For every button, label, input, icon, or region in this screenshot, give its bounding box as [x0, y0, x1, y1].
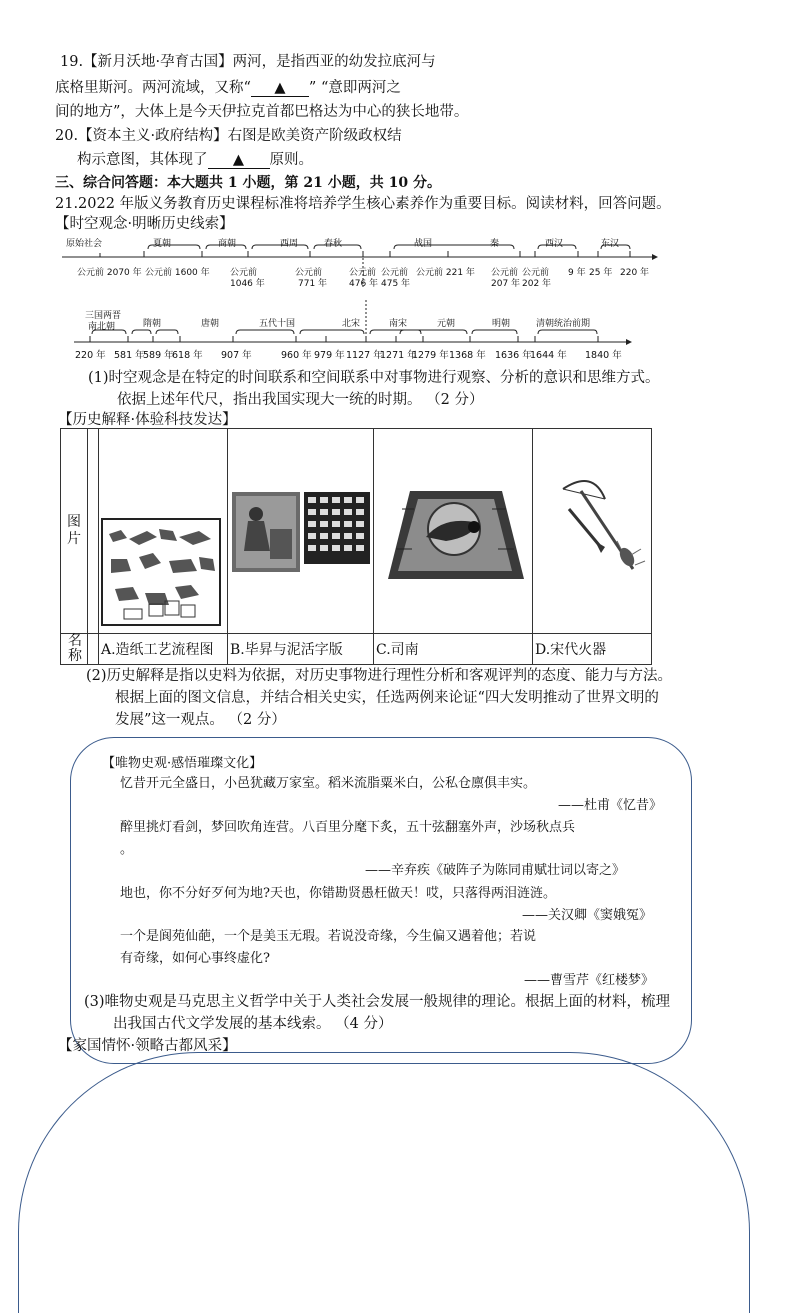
poem-3-source: ——关汉卿《窦娥冤》: [522, 908, 653, 923]
tl1-period-8: 东汉: [601, 239, 620, 249]
tl2-date-9: 1279 年: [412, 350, 449, 361]
papermaking-image: [99, 429, 225, 629]
poem-3: 地也，你不分好歹何为地?天也，你错勘贤愚枉做天！哎，只落得两泪涟涟。: [120, 886, 556, 901]
tl1-date-9: 475 年: [381, 279, 411, 289]
tl1-date-14: 202 年: [522, 279, 552, 289]
tl2-date-2: 589 年: [143, 350, 174, 361]
tl1-period-3: 西周: [280, 239, 299, 249]
tl2-period-9: 清朝统治前期: [536, 319, 591, 329]
picture-d-cell: [533, 429, 652, 634]
picture-c-cell: [374, 429, 533, 634]
tl2-date-13: 1840 年: [585, 350, 622, 361]
tl2-date-10: 1368 年: [449, 350, 486, 361]
tl1-date-0: 公元前 2070 年: [77, 268, 142, 278]
tl1-date-13: 公元前: [522, 268, 550, 278]
tl1-period-2: 商朝: [218, 239, 237, 249]
tl1-period-7: 西汉: [545, 239, 564, 249]
tl2-date-6: 979 年: [314, 350, 345, 361]
q20-answer-blank[interactable]: ▲: [208, 152, 270, 169]
part1-header: 【时空观念·明晰历史线索】: [55, 216, 234, 232]
q20-line2-b: 原则。: [269, 152, 313, 168]
poem-4-source: ——曹雪芹《红楼梦》: [524, 973, 655, 988]
tl1-date-12: 207 年: [491, 279, 521, 289]
tl2-period-7: 元朝: [437, 319, 456, 329]
q19-line2: [55, 76, 401, 97]
spacer-cell-2: [88, 634, 99, 665]
tl2-date-11: 1636 年: [495, 350, 532, 361]
name-b: B.毕昇与泥活字版: [228, 634, 374, 665]
tl1-date-2: 公元前: [230, 268, 258, 278]
q19-line2-a: 底格里斯河。两河流域，又称“: [55, 80, 251, 96]
tl1-date-10: 公元前 221 年: [416, 268, 475, 278]
poem-2-source: ——辛弃疾《破阵子为陈同甫赋壮词以寄之》: [365, 863, 626, 878]
sinan-compass-image: [374, 429, 532, 629]
name-c: C.司南: [374, 634, 533, 665]
q3-line2: 出我国古代文学发展的基本线索。 （4 分）: [113, 1016, 393, 1032]
tl2-period-2: 隋朝: [143, 319, 162, 329]
tl2-date-0: 220 年: [75, 350, 106, 361]
row-label-picture: 图片: [61, 429, 88, 634]
part3-header: 【唯物史观·感悟璀璨文化】: [102, 756, 263, 771]
q3-line1: (3)唯物史观是马克思主义哲学中关于人类社会发展一般规律的理论。根据上面的材料，梳理: [84, 994, 671, 1010]
tl1-date-16: 25 年: [589, 268, 613, 278]
tl2-period-6: 南宋: [389, 319, 408, 329]
tl2-date-5: 960 年: [281, 350, 312, 361]
q2-line2: 根据上面的图文信息，并结合相关史实，任选两例来论证“四大发明推动了世界文明的: [115, 690, 659, 706]
q19-line1: 19.【新月沃地·孕育古国】两河，是指西亚的幼发拉底河与: [60, 54, 436, 70]
tl2-period-4: 五代十国: [259, 319, 296, 329]
tl2-period-3: 唐朝: [201, 319, 220, 329]
name-a: A.造纸工艺流程图: [99, 634, 228, 665]
section3-heading: 三、综合问答题：本大题共 1 小题，第 21 小题，共 10 分。: [55, 175, 441, 191]
q20-line2-a: 构示意图，其体现了: [77, 152, 208, 168]
q21-intro: 21.2022 年版义务教育历史课程标准将培养学生核心素养作为重要目标。阅读材料，回答问题。: [55, 196, 671, 212]
tl1-date-17: 220 年: [620, 268, 650, 278]
tl2-period-5: 北宋: [342, 319, 361, 329]
name-d: D.宋代火器: [533, 634, 652, 665]
q2-line1: (2)历史解释是指以史料为依据，对历史事物进行理性分析和客观评判的态度、能力与方法。: [86, 668, 673, 684]
next-material-box: [18, 1052, 750, 1313]
q20-line2: [77, 148, 313, 169]
song-firearms-image: [533, 429, 651, 629]
tl1-date-7: 476 年: [349, 279, 379, 289]
spacer-cell: [88, 429, 99, 634]
q19-answer-blank[interactable]: ▲: [251, 80, 309, 97]
tl1-date-1: 公元前 1600 年: [145, 268, 210, 278]
tl2-period-0: 三国两晋: [85, 311, 122, 321]
tl2-date-4: 907 年: [221, 350, 252, 361]
tl1-period-6: 秦: [490, 239, 500, 249]
poem-2-end: 。: [120, 842, 134, 857]
tl2-period-1: 南北朝: [88, 322, 116, 332]
tl2-date-12: 1644 年: [530, 350, 567, 361]
inventions-table: [60, 428, 652, 665]
q19-line2-b: ” “意即两河之: [308, 80, 401, 96]
picture-b-cell: [228, 429, 374, 634]
poem-2: 醉里挑灯看剑，梦回吹角连营。八百里分麾下炙，五十弦翻塞外声，沙场秋点兵: [120, 820, 576, 835]
tl1-period-1: 夏朝: [153, 239, 172, 249]
tl1-date-5: 771 年: [298, 279, 328, 289]
tl1-period-0: 原始社会: [66, 239, 103, 249]
tl1-date-11: 公元前: [491, 268, 519, 278]
poem-1: 忆昔开元全盛日，小邑犹藏万家室。稻米流脂粟米白，公私仓廪俱丰实。: [120, 776, 537, 791]
q1-line1: (1)时空观念是在特定的时间联系和空间联系中对事物进行观察、分析的意识和思维方式。: [88, 370, 660, 386]
tl2-date-3: 618 年: [172, 350, 203, 361]
picture-a-cell: [99, 429, 228, 634]
tl2-date-1: 581 年: [114, 350, 145, 361]
tl1-date-8: 公元前: [381, 268, 409, 278]
row-label-name: 名称: [61, 634, 88, 665]
q2-line3: 发展”这一观点。 （2 分）: [115, 712, 286, 728]
tl1-date-4: 公元前: [295, 268, 323, 278]
tl1-period-5: 战国: [414, 239, 433, 249]
tl1-date-3: 1046 年: [230, 279, 265, 289]
bisheng-type-image: [228, 429, 373, 629]
q1-line2: 依据上述年代尺，指出我国实现大一统的时期。 （2 分）: [117, 392, 484, 408]
q19-line3: 间的地方”，大体上是今天伊拉克首都巴格达为中心的狭长地带。: [55, 104, 469, 120]
tl2-date-7: 1127 年: [346, 350, 383, 361]
poem-4-line1: 一个是阆苑仙葩，一个是美玉无瑕。若说没奇缘，今生偏又遇着他；若说: [120, 929, 537, 944]
poem-4-line2: 有奇缘，如何心事终虚化?: [120, 951, 270, 966]
poem-1-source: ——杜甫《忆昔》: [558, 798, 663, 813]
tl1-date-6: 公元前: [349, 268, 377, 278]
q20-line1: 20.【资本主义·政府结构】右图是欧美资产阶级政权结: [55, 128, 402, 144]
part2-header: 【历史解释·体验科技发达】: [58, 412, 237, 428]
tl1-date-15: 9 年: [568, 268, 586, 278]
tl2-period-8: 明朝: [492, 319, 511, 329]
tl2-date-8: 1271 年: [380, 350, 417, 361]
tl1-period-4: 春秋: [324, 239, 343, 249]
part4-header: 【家国情怀·领略古都风采】: [58, 1038, 237, 1054]
